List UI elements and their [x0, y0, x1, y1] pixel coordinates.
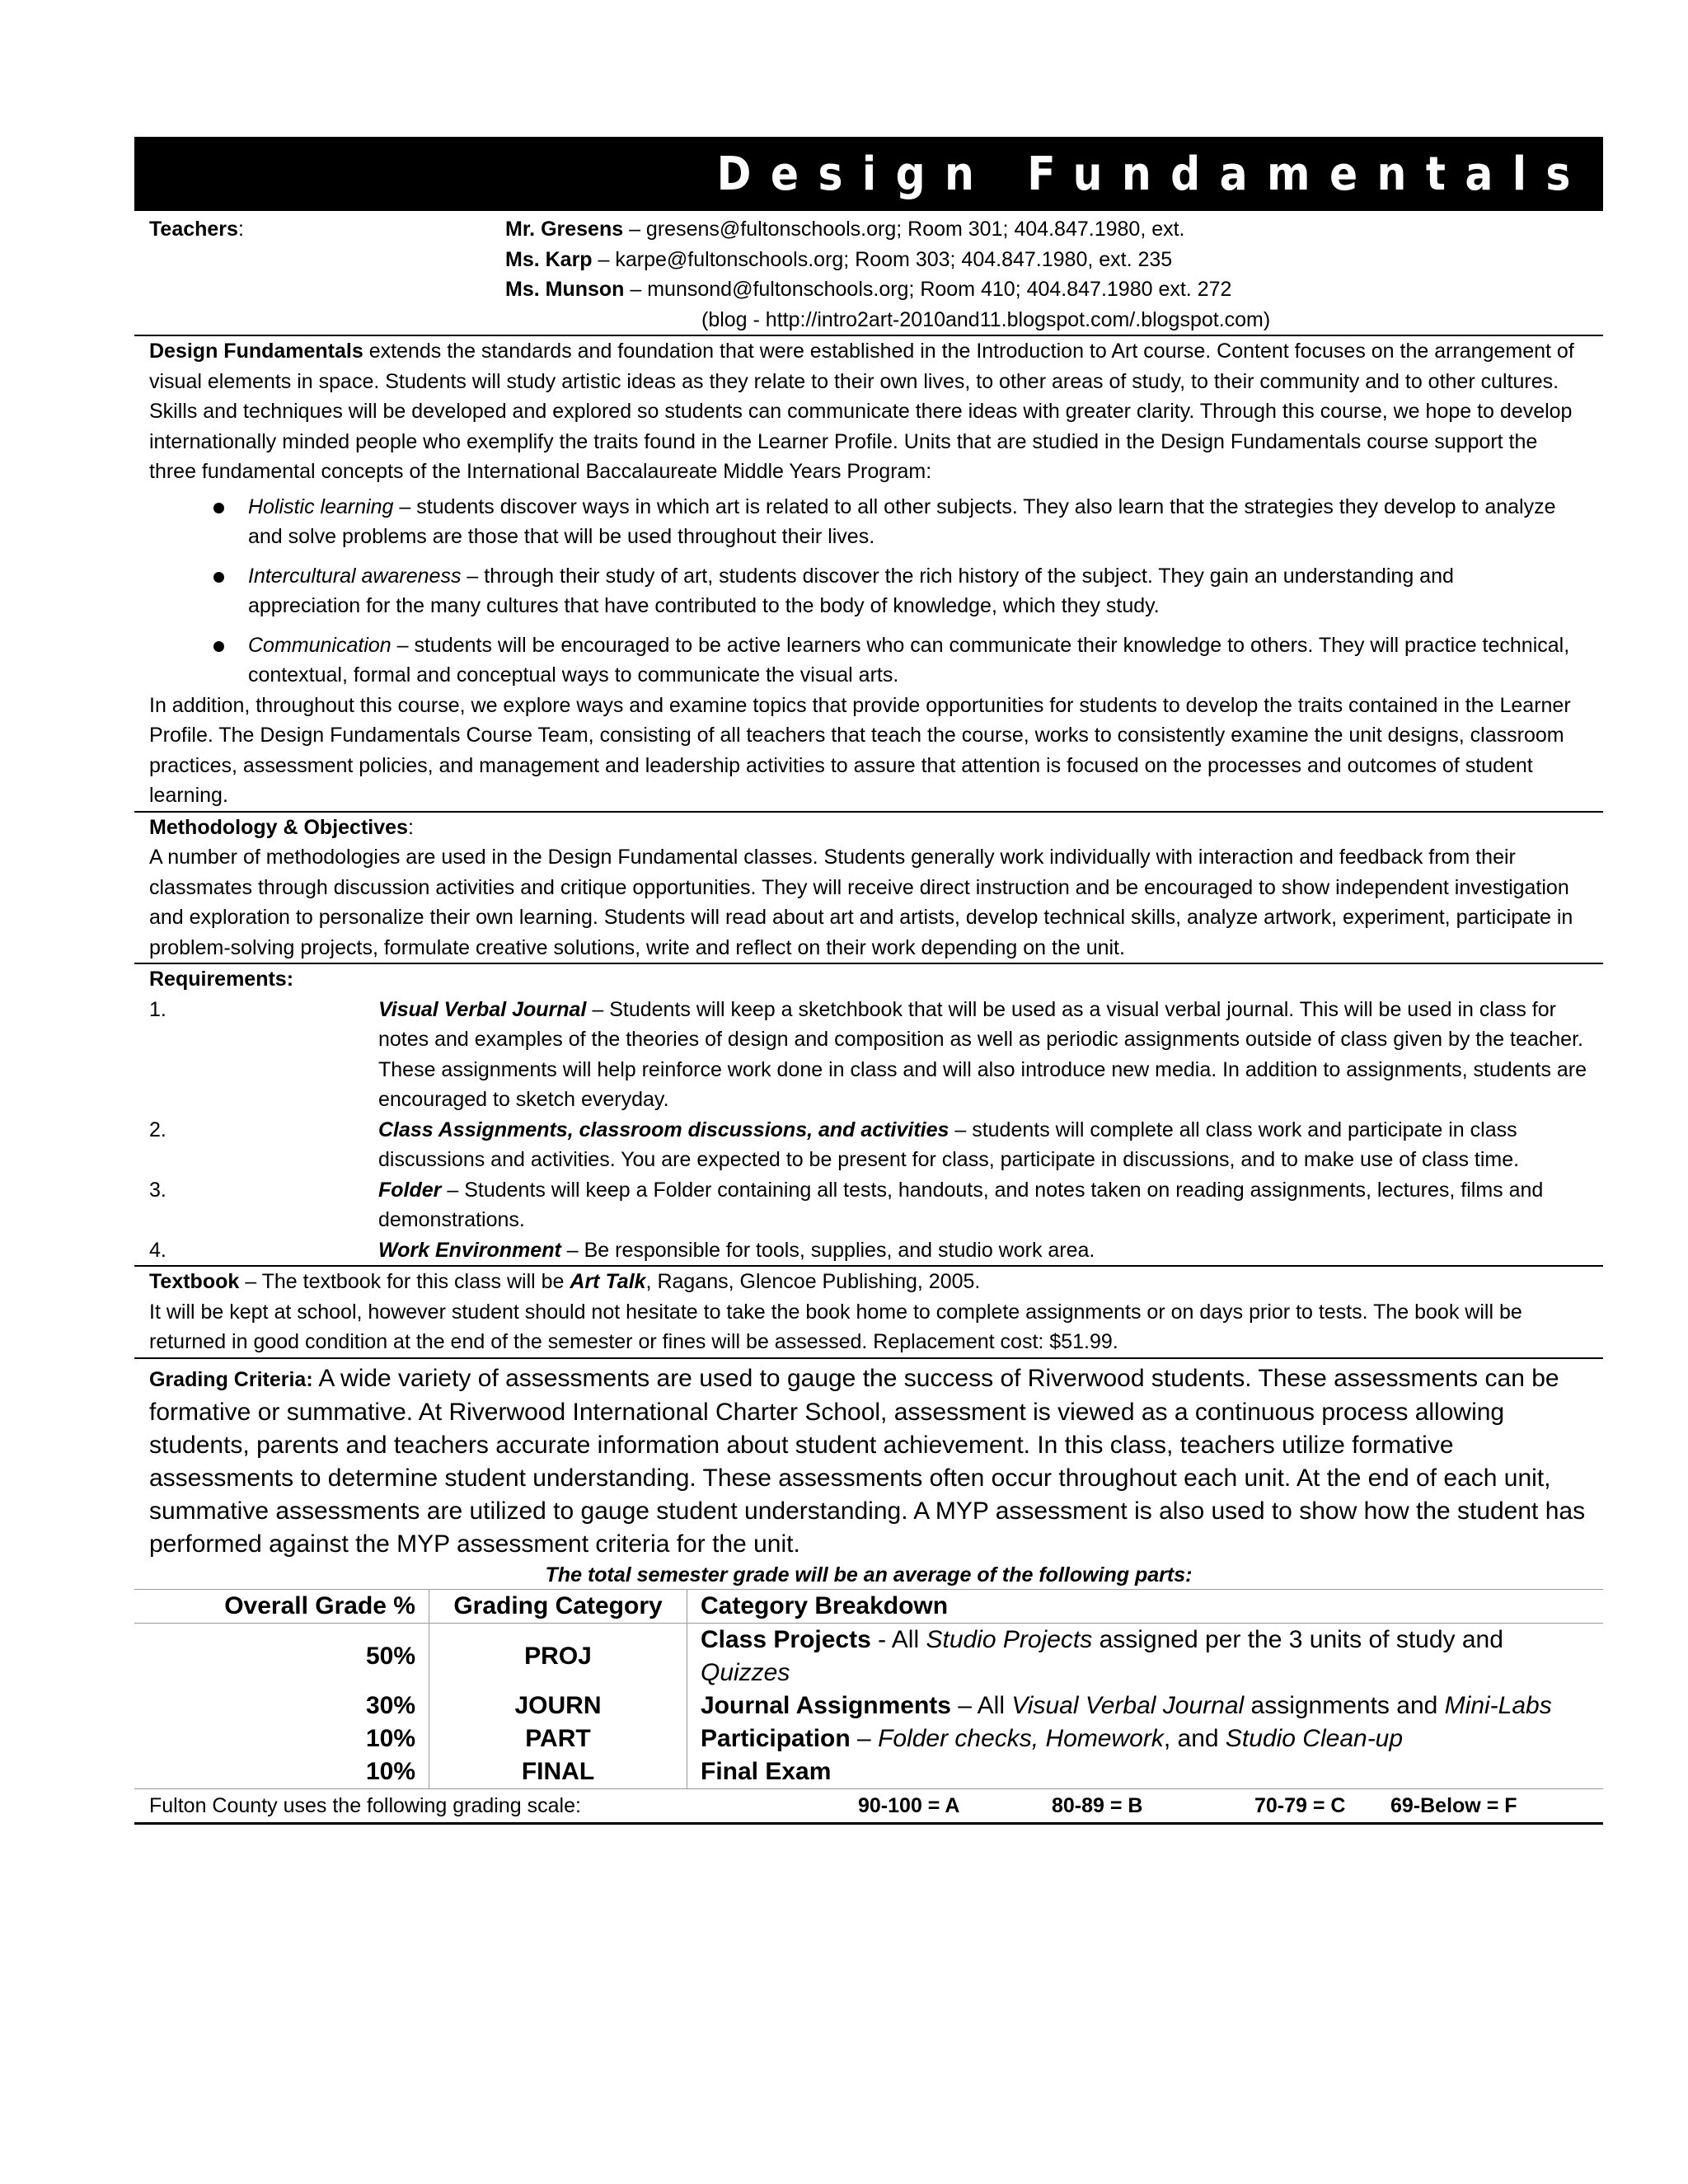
grading-label: Grading Criteria:: [149, 1367, 313, 1391]
teacher-contact: – munsond@fultonschools.org; Room 410; 404.847.1980 ext. 272: [624, 278, 1232, 301]
methodology-text: A number of methodologies are used in the Design Fundamental classes. Students generally work individually with interaction and feedback from their classmates through discussion activities and critique opportunities. They will receive direct instruction and be encouraged to show independent investigation and exploration to personalize their own learning. Students will read about art and artists, develop technical skills, analyze artwork, experiment, participate in problem-solving projects, formulate creative solutions, write and reflect on their work depending on the unit.: [149, 846, 1573, 959]
teacher-contact: – gresens@fultonschools.org; Room 301; 404.847.1980, ext.: [623, 218, 1185, 241]
grade-scale-item: 69-Below = F: [1390, 1793, 1517, 1817]
grading-note: The total semester grade will be an average of the following parts:: [545, 1563, 1193, 1586]
syllabus-page: [134, 137, 1603, 1825]
grading-scale: [134, 1789, 1603, 1825]
intro-paragraph: Design Fundamentals extends the standards and foundation that were established in the Introduction to Art course. Content focuses on the arrangement of visual elements in space. Students will study artistic ideas as they relate to their own lives, to other areas of study, to their community and to other cultures. Skills and techniques will be developed and explored so students can communicate there ideas with greater clarity. Through this course, we hope to develop internationally minded people who exemplify the traits found in the Learner Profile. Units that are studied in the Design Fundamentals course support the three fundamental concepts of the International Baccalaureate Middle Years Program:: [149, 340, 1574, 483]
table-row: 30% JOURN Journal Assignments – All Visual Verbal Journal assignments and Mini-Labs: [134, 1690, 1603, 1722]
list-item: 4. Work Environment – Be responsible for tools, supplies, and studio work area.: [149, 1238, 1095, 1262]
methodology-section: Methodology & Objectives: A number of methodologies are used in the Design Fundamental classes. Students generally work individually with interaction and feedback from their classmates through discussion activities and critique opportunities. They will receive direct instruction and be encouraged to show independent investigation and exploration to personalize their own learning. Students will read about art and artists, develop technical skills, analyze artwork, experiment, participate in problem-solving projects, formulate creative solutions, write and reflect on their work depending on the unit.: [134, 813, 1603, 963]
title-banner: [134, 137, 1603, 211]
column-header: Grading Category: [429, 1589, 687, 1623]
teacher-line: [505, 214, 1603, 245]
column-header: Overall Grade %: [134, 1589, 429, 1623]
textbook-title: Art Talk: [570, 1270, 646, 1293]
methodology-heading: Methodology & Objectives: [149, 815, 408, 839]
grading-table: [134, 1589, 1603, 1789]
intro-closing: In addition, throughout this course, we explore ways and examine topics that provide opportunities for students to develop the traits contained in the Learner Profile. The Design Fundamentals Course Team, consisting of all teachers that teach the course, works to consistently examine the unit designs, classroom practices, assessment policies, and management and leadership activities to assure that attention is focused on the processes and outcomes of student learning.: [149, 693, 1571, 807]
list-item: 2. Class Assignments, classroom discussions, and activities – students will complete all class work and participate in class discussions and activities. You are expected to be present for class, participate in discussions, and to make use of class time.: [149, 1118, 1520, 1171]
list-item: Intercultural awareness – through their study of art, students discover the rich history of the subject. They gain an understanding and appreciation for the many cultures that have contributed to the body of knowledge, which they study.: [149, 561, 1588, 621]
requirements-section: [134, 964, 1603, 1265]
grading-section: [134, 1359, 1603, 1561]
intro-section: [134, 336, 1603, 811]
teacher-line: [505, 245, 1603, 275]
grading-scale-label: Fulton County uses the following grading scale:: [149, 1793, 581, 1817]
list-item: Holistic learning – students discover ways in which art is related to all other subjects. They also learn that the strategies they develop to analyze and solve problems are those that will be used throughout their lives.: [149, 492, 1588, 552]
concept-list: [149, 492, 1588, 691]
grading-paragraph: Grading Criteria: A wide variety of assessments are used to gauge the success of Riverwood students. These assessments can be formative or summative. At Riverwood International Charter School, assessment is viewed as a continuous process allowing students, parents and teachers accurate information about student achievement. In this class, teachers utilize formative assessments to determine student understanding. These assessments often occur throughout each unit. At the end of each unit, summative assessments are utilized to gauge student understanding. A MYP assessment is also used to show how the student has performed against the MYP assessment criteria for the unit.: [149, 1364, 1586, 1558]
table-row: 10% PART Participation – Folder checks, Homework, and Studio Clean-up: [134, 1722, 1603, 1755]
table-row: 10% FINAL Final Exam: [134, 1755, 1603, 1789]
teacher-name: Ms. Munson: [505, 278, 625, 301]
grade-scale-item: 90-100 = A: [858, 1793, 960, 1817]
list-item: 3. Folder – Students will keep a Folder containing all tests, handouts, and notes taken on reading assignments, lectures, films and demonstrations.: [149, 1178, 1544, 1231]
grade-scale-item: 80-89 = B: [1052, 1793, 1143, 1817]
grade-scale-item: 70-79 = C: [1254, 1793, 1346, 1817]
teachers-label: Teachers: [149, 218, 238, 241]
bullet-icon: [213, 572, 224, 583]
bullet-icon: [213, 641, 224, 652]
requirements-list: [134, 995, 1603, 1266]
page-title: Design Fundamentals: [716, 147, 1590, 201]
blog-link[interactable]: (blog - http://intro2art-2010and11.blogspot.com/.blogspot.com): [701, 307, 1271, 331]
textbook-section: Textbook – The textbook for this class will be Art Talk, Ragans, Glencoe Publishing, 2005. It will be kept at school, however student should not hesitate to take the book home to complete assignments or on days prior to tests. The book will be returned in good condition at the end of the semester or fines will be assessed. Replacement cost: $51.99.: [134, 1267, 1603, 1357]
teachers-section: Teachers: Mr. Gresens – gresens@fultonschools.org; Room 301; 404.847.1980, ext. Ms. Karp – karpe@fultonschools.org; Room 303; 404.847.1980, ext. 235 Ms. Munson – munsond@fultonschools.org; Room 410; 404.847.1980 ext. 272 (blog - http://intro2art-2010and11.blogspot.com/.blogspot.com): [134, 214, 1603, 335]
teacher-contact: – karpe@fultonschools.org; Room 303; 404.847.1980, ext. 235: [592, 247, 1173, 271]
teacher-name: Mr. Gresens: [505, 218, 624, 241]
column-header: Category Breakdown: [687, 1589, 1604, 1623]
requirements-heading: Requirements:: [149, 968, 294, 991]
bullet-icon: [213, 503, 224, 513]
teacher-name: Ms. Karp: [505, 247, 593, 271]
intro-lead: Design Fundamentals: [149, 340, 363, 363]
table-row: 50% PROJ Class Projects - All Studio Projects assigned per the 3 units of study and Quizzes: [134, 1623, 1603, 1690]
teacher-line: [505, 274, 1603, 305]
list-item: Communication – students will be encouraged to be active learners who can communicate their knowledge to others. They will practice technical, contextual, formal and conceptual ways to communicate the visual arts.: [149, 630, 1588, 691]
textbook-label: Textbook: [149, 1270, 240, 1293]
table-header-row: [134, 1589, 1603, 1623]
textbook-text: It will be kept at school, however student should not hesitate to take the book home to complete assignments or on days prior to tests. The book will be returned in good condition at the end of the semester or fines will be assessed. Replacement cost: $51.99.: [149, 1300, 1522, 1353]
list-item: 1. Visual Verbal Journal – Students will keep a sketchbook that will be used as a visual verbal journal. This will be used in class for notes and examples of the theories of design and composition as well as periodic assignments outside of class given by the teacher. These assignments will help reinforce work done in class and will also introduce new media. In addition to assignments, students are encouraged to sketch everyday.: [149, 997, 1587, 1111]
